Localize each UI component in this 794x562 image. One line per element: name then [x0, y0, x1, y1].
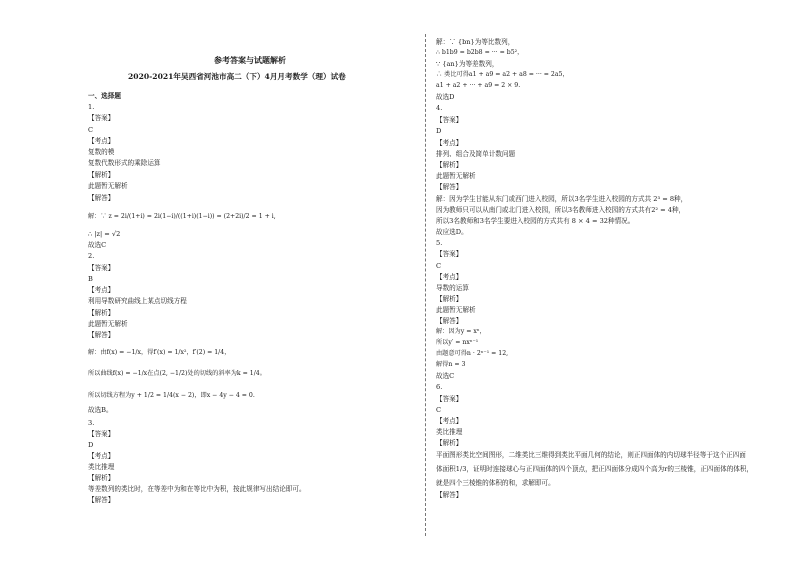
question-number: 4.	[436, 104, 443, 112]
solution-conclusion: 故选D	[436, 93, 455, 101]
answer-value: D	[436, 127, 442, 135]
solution-text: 解：因为学生甘能从东门或西门进入校园，所以3名学生进入校园的方式共 2³ = 8种，	[436, 195, 688, 203]
topic-label: 【考点】	[88, 137, 115, 145]
topic-text: 类比推理	[436, 428, 463, 436]
topic-text: 导数的运算	[436, 284, 469, 292]
analysis-label: 【解析】	[88, 474, 115, 482]
question-number: 5.	[436, 239, 443, 247]
answer-label: 【答案】	[436, 250, 463, 258]
question-number: 1.	[88, 103, 95, 111]
topic-text: 利用导数研究曲线上某点切线方程	[88, 297, 187, 305]
answer-label: 【答案】	[436, 395, 463, 403]
topic-text: 类比推理	[88, 463, 115, 471]
solution-formula: 所以切线方程为y + 1/2 = 1/4(x − 2)，即x − 4y − 4 = 0.	[88, 392, 255, 399]
section-heading: 一、选择题	[88, 92, 121, 100]
solution-formula: 解：因为y = xⁿ，	[436, 328, 486, 335]
solution-formula: a1 + a2 + ··· + a9 = 2 × 9.	[436, 82, 521, 89]
topic-text: 复数的模	[88, 148, 115, 156]
solution-conclusion: 故选C	[436, 372, 455, 380]
solution-label: 【解答】	[436, 317, 463, 325]
analysis-text: 平面图形类比空间图形，二维类比三维得到类比平面几何的结论，则正四面体的内切球半径等于这个正四面	[436, 451, 746, 459]
answer-label: 【答案】	[88, 430, 115, 438]
analysis-label: 【解析】	[436, 439, 463, 447]
solution-label: 【解答】	[88, 194, 115, 202]
solution-text: ∵ {an}为等差数列，	[436, 60, 499, 68]
topic-label: 【考点】	[88, 452, 115, 460]
analysis-text: 此题暂无解析	[436, 306, 476, 314]
analysis-label: 【解析】	[436, 295, 463, 303]
analysis-label: 【解析】	[88, 171, 115, 179]
analysis-text: 体面积1/3，证明时连接球心与正四面体的四个顶点，把正四面体分成四个高为r的三棱锥，正四面体的体积，	[436, 465, 754, 473]
solution-text: 因为教师只可以从南门或北门进入校园，所以3名教师进入校园的方式共有2² = 4种，	[436, 206, 686, 214]
answer-label: 【答案】	[88, 264, 115, 272]
answer-value: C	[436, 406, 442, 414]
column-divider	[425, 34, 426, 536]
analysis-label: 【解析】	[436, 161, 463, 169]
solution-formula: 解得n = 3	[436, 361, 466, 368]
solution-label: 【解答】	[436, 183, 463, 191]
analysis-text: 此题暂无解析	[88, 320, 128, 328]
question-number: 3.	[88, 419, 95, 427]
solution-formula: 所以曲线f(x) = −1/x在点(2, −1/2)处的切线的斜率为k = 1/4。	[88, 370, 266, 377]
solution-formula: ∴ b1b9 = b2b8 = ··· = b5²，	[436, 49, 524, 56]
solution-text: ∴ |z| = √2	[88, 230, 121, 238]
analysis-text: 此题暂无解析	[436, 172, 476, 180]
analysis-text: 等差数列的类比时，在等差中为和在等比中为积，按此规律写出结论即可。	[88, 485, 306, 493]
solution-text: 所以3名教师和3名学生要进入校园的方式共有 8 × 4 = 32种情况。	[436, 217, 635, 225]
answer-label: 【答案】	[88, 114, 115, 122]
answer-value: D	[88, 441, 94, 449]
topic-text: 复数代数形式的乘除运算	[88, 159, 161, 167]
topic-text: 排列、组合及简单计数问题	[436, 150, 516, 158]
solution-conclusion: 故选B。	[88, 406, 113, 414]
solution-label: 【解答】	[436, 491, 463, 499]
doc-subtitle: 2020-2021年吴西省河池市高二（下）4月月考数学（理）试卷	[128, 72, 346, 81]
solution-formula: 解：∵ z = 2i/(1+i) = 2i(1−i)/((1+i)(1−i)) = (2+2i)/2 = 1 + i,	[88, 213, 276, 220]
analysis-label: 【解析】	[88, 309, 115, 317]
answer-label: 【答案】	[436, 116, 463, 124]
solution-text: 解：∵ {bn}为等比数列，	[436, 38, 515, 46]
question-number: 2.	[88, 252, 95, 260]
topic-label: 【考点】	[88, 286, 115, 294]
topic-label: 【考点】	[436, 417, 463, 425]
solution-conclusion: 故应选D。	[436, 228, 468, 236]
analysis-text: 就是四个三棱锥的体积的和，求解即可。	[436, 479, 555, 487]
doc-title: 参考答案与试题解析	[214, 55, 286, 65]
solution-formula: 所以y′ = nxⁿ⁻¹	[436, 339, 479, 346]
analysis-text: 此题暂无解析	[88, 182, 128, 190]
solution-formula: 由题意可得n · 2ⁿ⁻¹ = 12,	[436, 350, 509, 357]
solution-label: 【解答】	[88, 331, 115, 339]
topic-label: 【考点】	[436, 273, 463, 281]
answer-value: C	[88, 126, 94, 134]
question-number: 6.	[436, 383, 443, 391]
answer-value: B	[88, 275, 93, 283]
solution-formula: 解：由f(x) = −1/x，得f′(x) = 1/x²，f′(2) = 1/4，	[88, 349, 231, 356]
solution-label: 【解答】	[88, 496, 115, 504]
solution-formula: ∴ 类比可得a1 + a9 = a2 + a8 = ··· = 2a5，	[436, 71, 569, 78]
topic-label: 【考点】	[436, 139, 463, 147]
solution-conclusion: 故选C	[88, 241, 107, 249]
answer-value: C	[436, 262, 442, 270]
